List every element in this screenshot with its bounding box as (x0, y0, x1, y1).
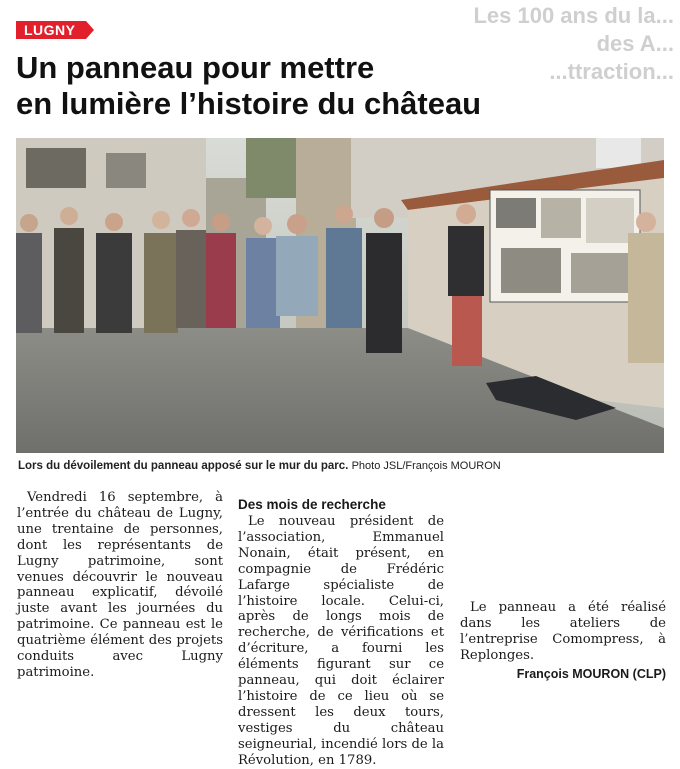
news-photo (16, 138, 664, 453)
photo-illustration (16, 138, 664, 453)
article-column-1 (17, 490, 223, 681)
article-column-3 (460, 600, 666, 683)
paragraph-1: Vendredi 16 septembre, à l’entrée du château de Lugny, une trentaine de personnes, dont les représentants de Lugny patrimoine, sont venues découvrir le nouveau panneau explicatif, dévoilé juste avant les journées du patrimoine. Ce panneau est le quatrième élément des projets conduits avec Lugny patrimoine. (17, 490, 223, 680)
headline-line-1: Un panneau pour mettre (16, 50, 375, 85)
caption-text: Lors du dévoilement du panneau apposé sur le mur du parc. (18, 460, 349, 472)
bleed-line-2: ...ttraction... (549, 59, 674, 84)
author-signature: François MOURON (CLP) (516, 666, 666, 681)
paragraph-3: Le panneau a été réalisé dans les ateliers de l’entreprise Comompress, à Replonges. (460, 600, 666, 663)
photo-credit: Photo JSL/François MOURON (351, 460, 501, 472)
article-column-2 (238, 490, 444, 769)
bleed-line-1: Les 100 ans du la... des A... (473, 3, 674, 56)
headline-line-2: en lumière l’histoire du château (16, 86, 482, 121)
paragraph-2: Le nouveau président de l’association, Emmanuel Nonain, était présent, en compagnie de Frédéric Lafarge spécialiste de l’histoire locale. Celui-ci, après de longs mois de recherche, de vérifications et d’écriture, a fourni les éléments figurant sur ce panneau, qui doit éclairer l’histoire de ce lieu où se dressent les deux tours, vestiges du château seigneurial, incendié lors de la Révolution, en 1789. (238, 514, 444, 768)
subheading: Des mois de recherche (238, 497, 386, 512)
headline (16, 50, 616, 122)
section-kicker: LUGNY (16, 21, 86, 39)
photo-caption (18, 459, 664, 473)
